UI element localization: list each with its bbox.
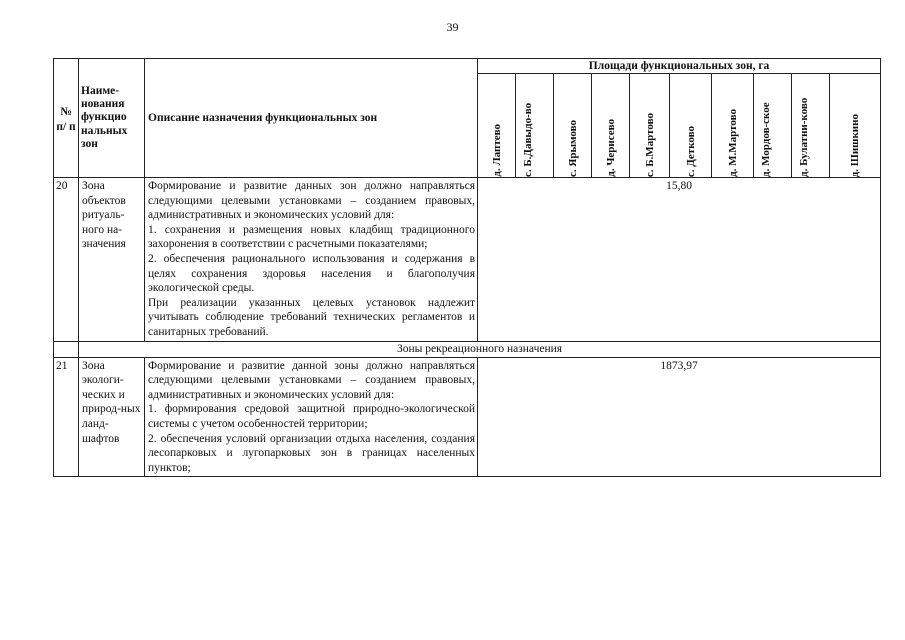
zone-name: Зона объектов ритуаль-ного на-значения xyxy=(79,178,145,342)
settlement-label: с. Б.Давыдо-во xyxy=(521,102,534,177)
settlement-label: д. Лаптево xyxy=(490,124,503,177)
description-paragraph: Формирование и развитие данной зоны должно направляться следующими целевыми установками – созданием правовых, административных и экономических условий для: xyxy=(148,359,475,401)
row-num: 21 xyxy=(54,357,79,477)
header-settlement xyxy=(830,74,881,178)
description-paragraph: 1. сохранения и размещения новых кладбищ традиционного захоронения в соответствии с расчетными показателями; xyxy=(148,223,475,251)
settlement-label: д. Булатни-ково xyxy=(797,97,810,177)
header-settlement xyxy=(670,74,712,178)
header-settlement xyxy=(516,74,554,178)
header-description: Описание назначения функциональных зон xyxy=(145,59,478,178)
header-row-1 xyxy=(54,59,881,74)
zone-area: 15,80 xyxy=(478,178,881,342)
description-paragraph: 2. обеспечения рационального использования и содержания в целях сохранения здоровья населения и благополучия экологической среды. xyxy=(148,252,475,295)
page-number: 39 xyxy=(446,20,459,34)
settlement-label: д. М.Мартово xyxy=(726,109,739,177)
header-settlement xyxy=(792,74,830,178)
settlement-label: д. Шишкино xyxy=(849,113,862,177)
header-areas-title: Площади функциональных зон, га xyxy=(478,59,881,74)
settlement-label: с. Ярымово xyxy=(566,120,579,177)
settlement-label: д. Черисево xyxy=(604,119,617,177)
description-paragraph: Формирование и развитие данных зон должно направляться следующими целевыми установками – созданием правовых, административных и экономических условий для: xyxy=(148,180,475,222)
header-settlement xyxy=(712,74,754,178)
settlement-label: с. Б.Мартово xyxy=(643,112,656,177)
header-num: № п/ п xyxy=(54,59,79,178)
header-settlement xyxy=(554,74,592,178)
zone-area: 1873,97 xyxy=(478,357,881,477)
zone-name: Зона экологи-ческих и природ-ных ланд-шафтов xyxy=(79,357,145,477)
zone-description xyxy=(145,178,478,342)
row-num: 20 xyxy=(54,178,79,342)
settlement-label: с. Детково xyxy=(684,125,697,177)
section-title: Зоны рекреационного назначения xyxy=(79,341,881,357)
header-settlement xyxy=(592,74,630,178)
description-paragraph: При реализации указанных целевых установок надлежит учитывать соблюдение требований технических регламентов и санитарных требований. xyxy=(148,296,475,338)
section-row xyxy=(54,341,881,357)
table-row xyxy=(54,178,881,342)
header-settlement xyxy=(754,74,792,178)
table-row xyxy=(54,357,881,477)
functional-zones-table xyxy=(53,58,881,477)
header-settlement xyxy=(478,74,516,178)
description-paragraph: 1. формирования средовой защитной природно-экологической системы с учетом особенностей территории; xyxy=(148,403,475,430)
zone-description xyxy=(145,357,478,477)
settlement-label: д. Мордов-ское xyxy=(759,102,772,177)
section-spacer xyxy=(54,341,79,357)
header-zone-name: Наиме-нования функцио нальных зон xyxy=(79,59,145,178)
description-paragraph: 2. обеспечения условий организации отдыха населения, создания лесопарковых и лугопарковых зон в границах населенных пунктов; xyxy=(148,432,475,474)
header-settlement xyxy=(630,74,670,178)
